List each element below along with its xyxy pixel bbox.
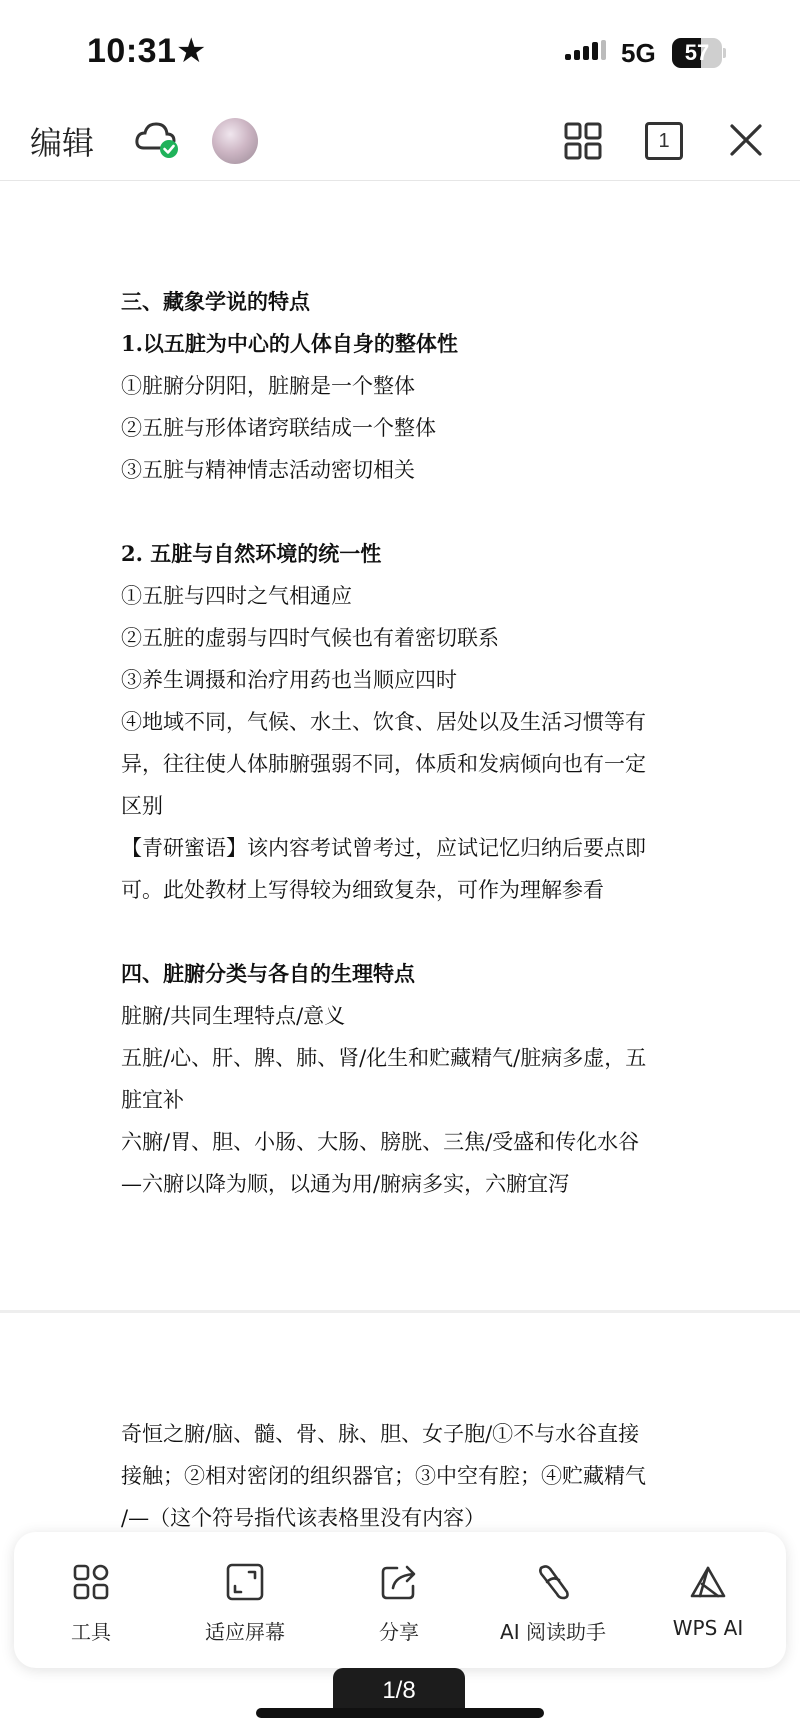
page-indicator: 1/8 [333,1668,465,1714]
text-line: 可。此处教材上写得较为细致复杂，可作为理解参看 [121,878,604,902]
tools-label: 工具 [71,1620,111,1644]
battery-level: 57 [684,40,710,65]
cloud-sync-icon[interactable] [134,118,180,160]
bottom-toolbar [14,1532,786,1668]
network-label: 5G [621,38,656,68]
text-line: 区别 [121,794,163,818]
text-line: ③五脏与精神情志活动密切相关 [121,458,415,482]
edit-button[interactable]: 编辑 [30,124,95,162]
subsection-heading: 1.以五脏为中心的人体自身的整体性 [121,331,458,356]
wps-ai-button[interactable] [630,1532,786,1668]
wps-ai-label: WPS AI [672,1616,744,1640]
text-line: 脏腑/共同生理特点/意义 [121,1004,346,1028]
battery-icon [672,38,726,68]
text-line: ③养生调摄和治疗用药也当顺应四时 [121,668,457,692]
text-line: ①五脏与四时之气相通应 [121,584,352,608]
page-divider [0,1310,800,1313]
fit-screen-icon [225,1562,265,1602]
status-time: 10:31 [87,32,177,70]
home-indicator[interactable] [256,1708,544,1718]
tools-icon [71,1562,111,1602]
tools-button[interactable] [14,1532,168,1668]
wps-ai-icon [688,1562,728,1602]
text-line: ②五脏的虚弱与四时气候也有着密切联系 [121,626,499,650]
text-line: 五脏/心、肝、脾、肺、肾/化生和贮藏精气/脏病多虚，五 [121,1046,647,1070]
page-count-number: 1 [658,130,670,152]
app-bar [0,100,800,181]
subsection-heading: 2. 五脏与自然环境的统一性 [121,541,382,566]
fit-screen-button[interactable] [168,1532,322,1668]
text-line: ④地域不同，气候、水土、饮食、居处以及生活习惯等有 [121,710,646,734]
text-line: 六腑/胃、胆、小肠、大肠、膀胱、三焦/受盛和传化水谷 [121,1130,640,1154]
text-line: 接触；②相对密闭的组织器官；③中空有腔；④贮藏精气 [121,1464,646,1488]
status-bar [0,0,800,100]
close-icon[interactable] [728,122,764,158]
grid-icon[interactable] [564,122,602,160]
ai-reading-label: AI 阅读助手 [500,1620,606,1644]
share-button[interactable] [322,1532,476,1668]
avatar[interactable] [212,118,258,164]
text-line: ①脏腑分阴阳，脏腑是一个整体 [121,374,415,398]
text-line: —六腑以降为顺，以通为用/腑病多实，六腑宜泻 [121,1172,570,1196]
text-line: /—（这个符号指代该表格里没有内容） [121,1506,486,1530]
page-count-button[interactable] [645,122,681,158]
text-line: 奇恒之腑/脑、髓、骨、脉、胆、女子胞/①不与水谷直接 [121,1422,640,1446]
text-line: 脏宜补 [121,1088,184,1112]
ai-reading-button[interactable] [476,1532,630,1668]
text-line: 【青研蜜语】该内容考试曾考过，应试记忆归纳后要点即 [121,836,646,860]
section-heading: 四、脏腑分类与各自的生理特点 [121,961,415,986]
share-icon [379,1562,419,1602]
fit-screen-label: 适应屏幕 [205,1620,285,1644]
text-line: 异，往往使人体肺腑强弱不同，体质和发病倾向也有一定 [121,752,646,776]
text-line: ②五脏与形体诸窍联结成一个整体 [121,416,436,440]
ai-reading-icon [533,1562,573,1602]
share-label: 分享 [379,1620,419,1644]
star-icon: ★ [176,31,207,71]
signal-icon [565,40,607,66]
section-heading: 三、藏象学说的特点 [121,289,310,314]
